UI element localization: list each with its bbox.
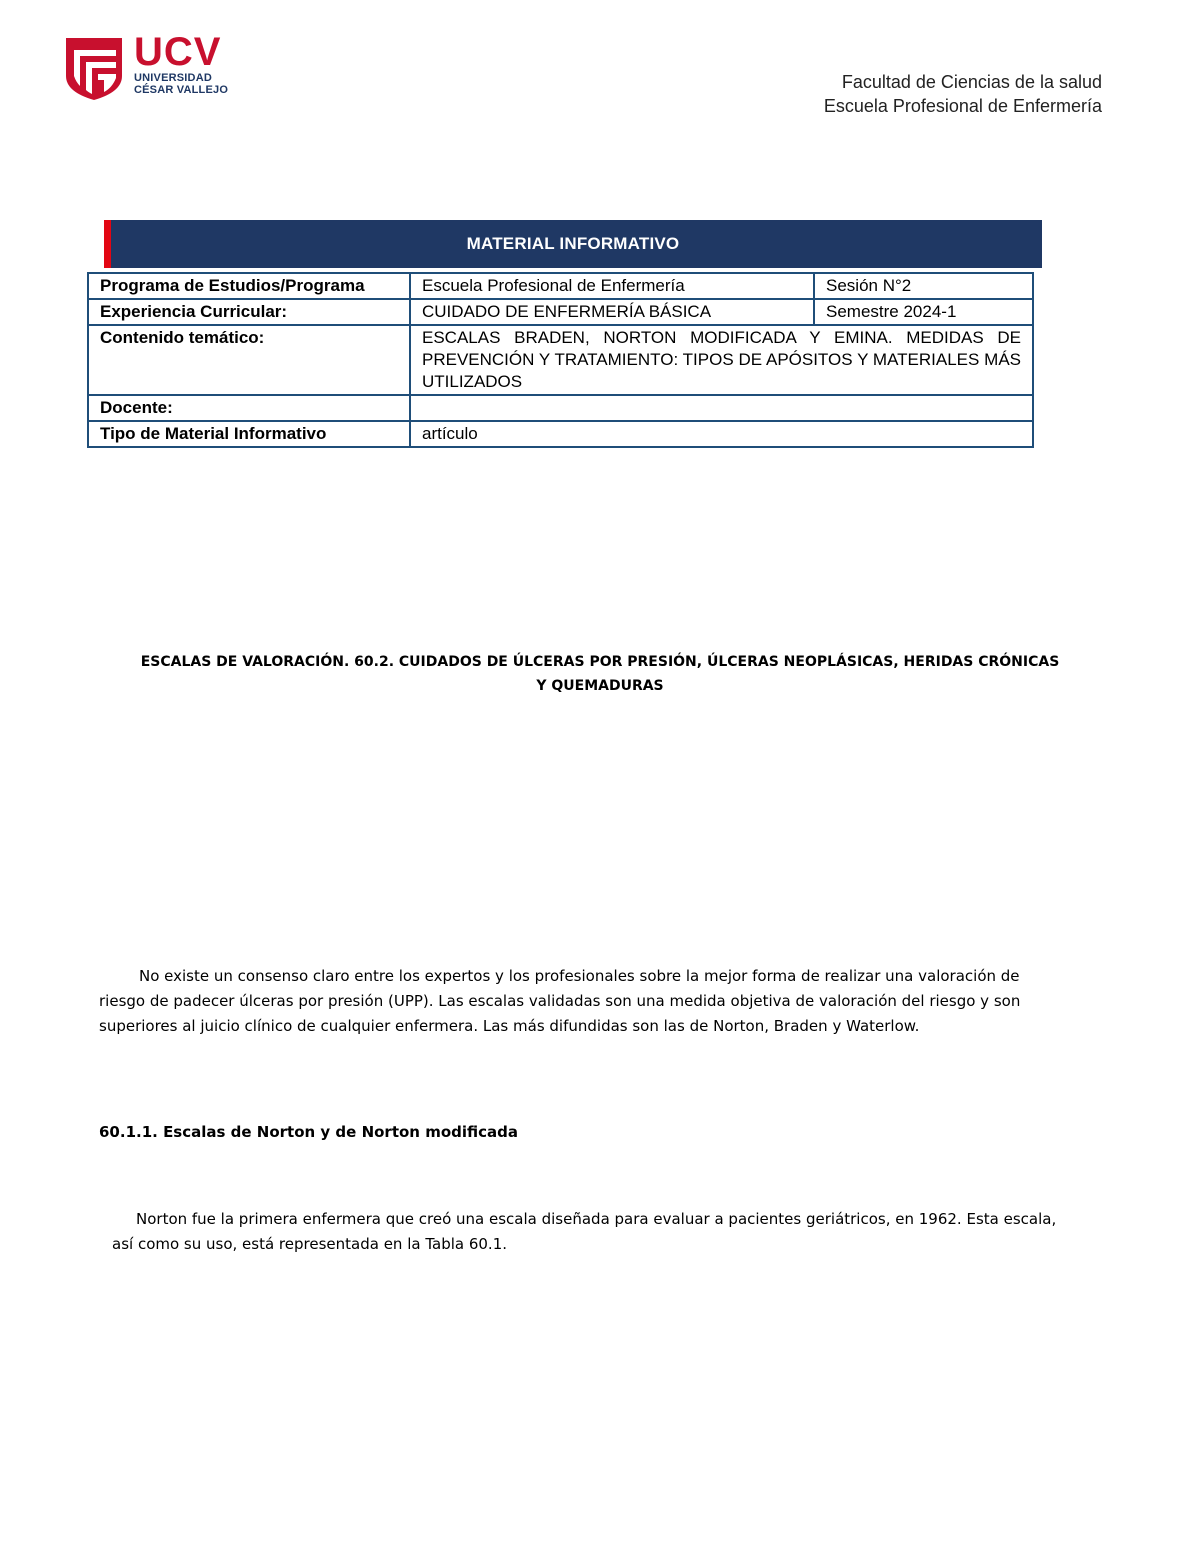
semester-value: Semestre 2024-1 (814, 299, 1033, 325)
intro-paragraph (99, 964, 1059, 1039)
material-banner (104, 220, 1042, 268)
banner-title: MATERIAL INFORMATIVO (466, 234, 680, 253)
info-table (87, 272, 1034, 448)
intro-paragraph-text: No existe un consenso claro entre los expertos y los profesionales sobre la mejor forma de realizar una valoración de riesgo de padecer úlceras por presión (UPP). Las escalas validadas son una medida objetiva de valoración del riesgo y son superiores al juicio clínico de cualquier enfermera. Las más difundidas son las de Norton, Braden y Waterlow. (99, 967, 1021, 1035)
ucv-logo (64, 30, 229, 102)
table-row (88, 273, 1033, 299)
logo-university-name (134, 72, 228, 96)
faculty-name: Facultad de Ciencias de la salud (841, 72, 1102, 92)
shield-logo-icon (64, 36, 126, 102)
content-value: ESCALAS BRADEN, NORTON MODIFICADA Y EMINA. MEDIDAS DE PREVENCIÓN Y TRATAMIENTO: TIPOS DE APÓSITOS Y MATERIALES MÁS UTILIZADOS (410, 325, 1033, 395)
program-label: Programa de Estudios/Programa (88, 273, 410, 299)
course-label: Experiencia Curricular: (88, 299, 410, 325)
norton-paragraph-text: Norton fue la primera enfermera que creó una escala diseñada para evaluar a pacientes geriátricos, en 1962. Esta escala, así como su uso, está representada en la Tabla 60.1. (112, 1210, 1057, 1253)
content-label: Contenido temático: (88, 325, 410, 395)
teacher-value (410, 395, 1033, 421)
logo-line-1: UNIVERSIDAD (134, 72, 212, 84)
norton-paragraph (112, 1207, 1062, 1257)
document-title: ESCALAS DE VALORACIÓN. 60.2. CUIDADOS DE ÚLCERAS POR PRESIÓN, ÚLCERAS NEOPLÁSICAS, HERIDAS CRÓNICAS Y QUEMADURAS (140, 654, 1060, 694)
table-row (88, 395, 1033, 421)
table-row (88, 299, 1033, 325)
table-row (88, 325, 1033, 395)
teacher-label: Docente: (88, 395, 410, 421)
session-value: Sesión N°2 (814, 273, 1033, 299)
course-value: CUIDADO DE ENFERMERÍA BÁSICA (410, 299, 814, 325)
program-value: Escuela Profesional de Enfermería (410, 273, 814, 299)
logo-initials: UCV (134, 30, 222, 74)
table-row (88, 421, 1033, 447)
material-type-label: Tipo de Material Informativo (88, 421, 410, 447)
section-heading: 60.1.1. Escalas de Norton y de Norton modificada (99, 1123, 519, 1141)
logo-line-2: CÉSAR VALLEJO (134, 84, 229, 96)
material-type-value: artículo (410, 421, 1033, 447)
faculty-header (824, 70, 1102, 118)
school-name: Escuela Profesional de Enfermería (823, 96, 1102, 116)
